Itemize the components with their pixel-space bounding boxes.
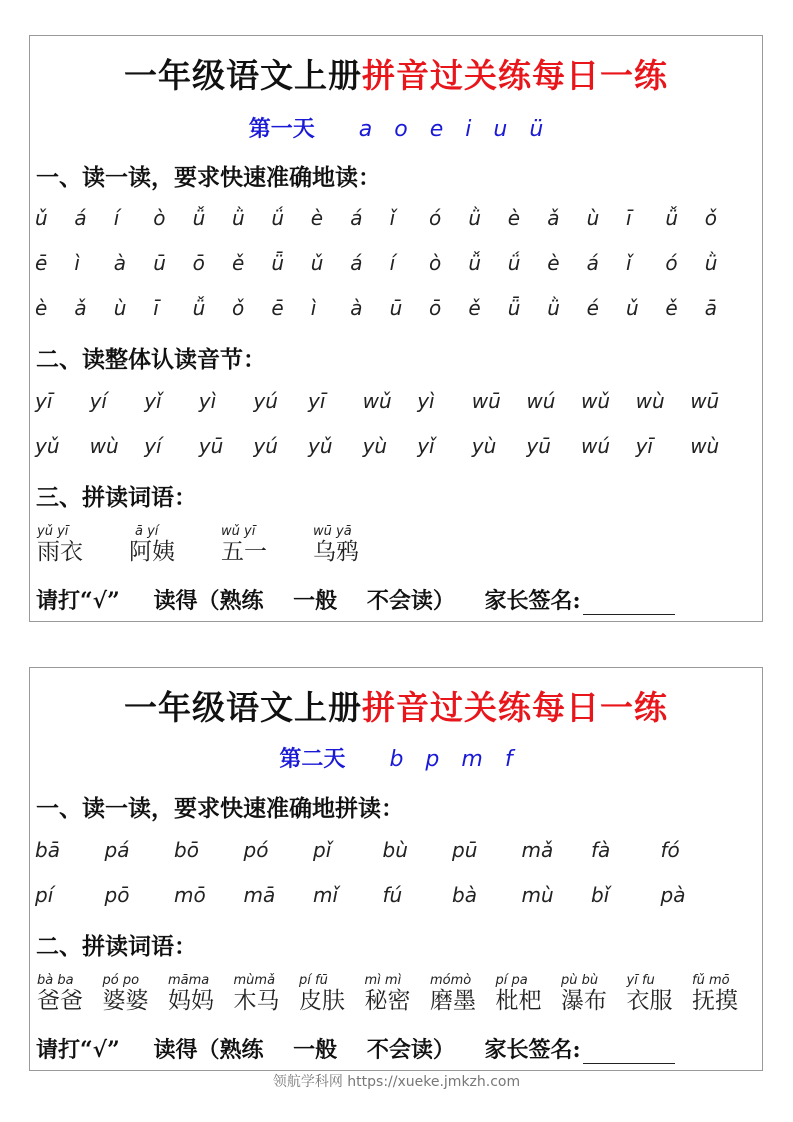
pinyin-syllable: ǜ <box>468 206 482 230</box>
pinyin-syllable: mǎ <box>521 838 554 862</box>
pinyin-syllable: wù <box>690 434 720 458</box>
worksheet-title: 一年级语文上册拼音过关练每日一练 <box>124 688 668 727</box>
word-item <box>692 974 738 1014</box>
pinyin-syllable: yì <box>198 389 217 413</box>
pinyin-syllable: mù <box>521 883 554 907</box>
pinyin-syllable: á <box>586 251 599 275</box>
word-item: wǔ yī 五一 <box>221 524 267 565</box>
rating-option-cannot[interactable]: 不会读 <box>366 1037 433 1063</box>
pinyin-syllable: yù <box>471 434 497 458</box>
syllable-row-2 <box>35 434 762 464</box>
pinyin-syllable: pí <box>35 883 54 907</box>
pinyin-syllable: yǐ <box>417 434 435 458</box>
pinyin-syllable: ē <box>271 296 284 320</box>
word-pinyin: mómò <box>430 973 472 988</box>
pinyin-syllable: bù <box>382 838 408 862</box>
pinyin-syllable: ì <box>74 251 80 275</box>
pinyin-syllable: bō <box>174 838 199 862</box>
pinyin-syllable: yí <box>89 389 107 413</box>
syllable-row-2 <box>35 883 762 913</box>
rating-option-cannot[interactable]: 不会读 <box>366 588 433 614</box>
worksheet-title: 一年级语文上册拼音过关练每日一练 <box>124 56 668 95</box>
pinyin-syllable: ǐ <box>389 206 396 230</box>
rating-option-average[interactable]: 一般 <box>293 588 338 614</box>
rating-close: ） <box>432 1037 455 1063</box>
pinyin-syllable: yǐ <box>144 389 162 413</box>
pinyin-syllable: bà <box>452 883 477 907</box>
pinyin-syllable: ǚ <box>192 206 206 230</box>
pinyin-syllable: mā <box>243 883 276 907</box>
word-item <box>299 974 345 1014</box>
pinyin-syllable: wǔ <box>581 389 611 413</box>
pinyin-syllable: ǖ <box>271 251 285 275</box>
section-syllables-heading: 二、读整体认读音节： <box>36 346 266 373</box>
word-hanzi: 皮肤 <box>299 988 345 1014</box>
pinyin-syllable: ǔ <box>626 296 639 320</box>
day-subtitle <box>30 112 762 143</box>
pinyin-syllable: ǜ <box>704 251 718 275</box>
section-words-heading: 三、拼读词语： <box>36 484 197 511</box>
pinyin-syllable: bā <box>35 838 60 862</box>
pinyin-syllable: ǖ <box>507 296 521 320</box>
word-hanzi: 爸爸 <box>37 988 83 1014</box>
pinyin-syllable: ó <box>429 206 442 230</box>
pinyin-syllable: ǔ <box>35 206 48 230</box>
word-hanzi: 磨墨 <box>430 988 476 1014</box>
pinyin-syllable: wù <box>635 389 665 413</box>
signature-label: 家长签名: <box>484 1037 581 1063</box>
word-hanzi: 瀑布 <box>561 988 607 1014</box>
pinyin-syllable: í <box>113 206 120 230</box>
check-prompt: 请打“√” <box>36 1037 120 1063</box>
pinyin-syllable: í <box>389 251 396 275</box>
pinyin-syllable: bǐ <box>591 883 610 907</box>
pinyin-syllable: ě <box>232 251 245 275</box>
pinyin-syllable: wù <box>89 434 119 458</box>
pinyin-syllable: yī <box>35 389 53 413</box>
word-item <box>627 974 673 1014</box>
pinyin-syllable: pó <box>243 838 269 862</box>
pinyin-syllable: yú <box>253 434 278 458</box>
pinyin-syllable: ě <box>468 296 481 320</box>
word-hanzi: 衣服 <box>626 988 673 1014</box>
word-item <box>103 974 149 1014</box>
day-letters: a o e i u ü <box>358 117 544 142</box>
pinyin-syllable: yū <box>526 434 551 458</box>
pinyin-syllable: fú <box>382 883 403 907</box>
pinyin-syllable: ó <box>665 251 678 275</box>
self-assessment-footer <box>36 1033 675 1064</box>
pinyin-syllable: ǐ <box>626 251 632 275</box>
pinyin-syllable: yī <box>635 434 653 458</box>
pinyin-syllable: pō <box>104 883 130 907</box>
word-item <box>37 974 83 1014</box>
pinyin-syllable: mō <box>174 883 206 907</box>
day-subtitle <box>30 742 762 773</box>
pinyin-syllable: ì <box>310 296 317 320</box>
word-hanzi: 木马 <box>233 988 280 1014</box>
word-pinyin: pí fū <box>299 973 328 988</box>
pinyin-syllable: pǐ <box>313 838 332 862</box>
word-item <box>496 974 542 1014</box>
word-pinyin: yī fu <box>626 973 655 988</box>
pinyin-syllable: ò <box>429 251 442 275</box>
word-item: wū yā 乌鸦 <box>313 524 359 565</box>
pinyin-syllable: ò <box>153 206 166 230</box>
pinyin-syllable: ǚ <box>468 251 482 275</box>
check-prompt: 请打“√” <box>36 588 120 614</box>
word-pinyin: māma <box>168 973 210 988</box>
pinyin-syllable: è <box>547 251 560 275</box>
word-item <box>168 974 214 1014</box>
rating-close: ） <box>432 588 455 614</box>
pinyin-syllable: ō <box>429 296 442 320</box>
pinyin-syllable: ù <box>586 206 600 230</box>
pinyin-syllable: wū <box>690 389 720 413</box>
pinyin-syllable: yī <box>308 389 326 413</box>
day-label: 第二天 <box>279 747 346 772</box>
word-hanzi: 婆婆 <box>102 988 149 1014</box>
worksheet-day-1 <box>29 35 763 622</box>
pinyin-syllable: ǘ <box>271 206 285 230</box>
pinyin-syllable: ǜ <box>232 206 245 230</box>
pinyin-syllable: á <box>350 251 363 275</box>
pinyin-syllable: à <box>113 251 127 275</box>
word-pinyin: bà ba <box>37 973 74 988</box>
pinyin-syllable: fà <box>591 838 611 862</box>
pinyin-syllable: yí <box>144 434 162 458</box>
pinyin-syllable: ě <box>665 296 678 320</box>
word-hanzi: 枇杷 <box>495 988 542 1014</box>
pinyin-syllable: ō <box>192 251 205 275</box>
rating-option-fluent[interactable]: 熟练 <box>219 588 264 614</box>
pinyin-syllable: ǚ <box>665 206 679 230</box>
word-item <box>430 974 476 1014</box>
word-item: ā yí 阿姨 <box>129 524 175 565</box>
pinyin-syllable: wǔ <box>362 389 392 413</box>
pinyin-syllable: ǒ <box>704 206 718 230</box>
pinyin-syllable: è <box>310 206 324 230</box>
pinyin-syllable: yǔ <box>308 434 333 458</box>
word-pinyin: fǔ mō <box>692 973 730 988</box>
pinyin-syllable: wú <box>526 389 556 413</box>
pinyin-syllable: wú <box>581 434 611 458</box>
signature-label: 家长签名: <box>484 588 581 614</box>
pinyin-syllable: ǜ <box>547 296 560 320</box>
word-item <box>561 974 607 1014</box>
pinyin-syllable: ē <box>35 251 48 275</box>
pinyin-syllable: yǔ <box>35 434 60 458</box>
word-pinyin: mùmǎ <box>233 973 276 988</box>
pinyin-syllable: ā <box>704 296 718 320</box>
pinyin-syllable: pà <box>660 883 686 907</box>
day-label: 第一天 <box>248 117 315 142</box>
pinyin-syllable: ī <box>626 206 632 230</box>
pinyin-syllable: yì <box>417 389 435 413</box>
pinyin-syllable: ù <box>113 296 127 320</box>
word-pinyin: mì mì <box>364 973 402 988</box>
word-item: yǔ yī 雨衣 <box>37 524 83 565</box>
tone-row-3 <box>35 296 762 326</box>
pinyin-syllable: ǔ <box>310 251 324 275</box>
word-hanzi: 抚摸 <box>692 988 738 1014</box>
word-hanzi: 秘密 <box>364 988 411 1014</box>
worksheet-day-2 <box>29 667 763 1071</box>
watermark: 领航学科网 https://xueke.jmkzh.com <box>272 1074 521 1090</box>
tone-row-2 <box>35 251 762 281</box>
pinyin-syllable: è <box>35 296 48 320</box>
pinyin-syllable: mǐ <box>313 883 339 907</box>
pinyin-syllable: fó <box>660 838 680 862</box>
rating-option-fluent[interactable]: 熟练 <box>219 1037 264 1063</box>
pinyin-syllable: ū <box>153 251 166 275</box>
word-pinyin: pù bù <box>561 973 599 988</box>
pinyin-syllable: á <box>74 206 87 230</box>
pinyin-syllable: è <box>507 206 521 230</box>
pinyin-syllable: á <box>350 206 363 230</box>
word-item <box>234 974 280 1014</box>
pinyin-syllable: yù <box>362 434 388 458</box>
pinyin-syllable: à <box>350 296 363 320</box>
pinyin-syllable: ǘ <box>507 251 521 275</box>
pinyin-syllable: ǎ <box>74 296 87 320</box>
word-item <box>365 974 411 1014</box>
word-pinyin: pí pa <box>495 973 528 988</box>
rating-option-average[interactable]: 一般 <box>293 1037 338 1063</box>
syllable-row-1 <box>35 389 762 419</box>
pinyin-syllable: yú <box>253 389 278 413</box>
pinyin-syllable: wū <box>471 389 501 413</box>
signature-field[interactable] <box>583 594 675 615</box>
rating-open: 读得（ <box>153 1037 220 1063</box>
self-assessment-footer <box>36 584 675 615</box>
pinyin-syllable: pū <box>452 838 478 862</box>
pinyin-syllable: é <box>586 296 599 320</box>
section-read-heading: 一、读一读，要求快速准确地读： <box>36 164 381 191</box>
pinyin-syllable: pá <box>104 838 130 862</box>
section-read-heading: 一、读一读，要求快速准确地拼读： <box>36 795 404 822</box>
word-hanzi: 妈妈 <box>168 988 214 1014</box>
syllable-row-1 <box>35 838 762 868</box>
section-words-heading: 二、拼读词语： <box>36 933 197 960</box>
pinyin-syllable: ǒ <box>232 296 245 320</box>
pinyin-syllable: ǚ <box>192 296 206 320</box>
pinyin-syllable: ū <box>389 296 403 320</box>
tone-row-1 <box>35 206 762 236</box>
rating-open: 读得（ <box>153 588 220 614</box>
signature-field[interactable] <box>583 1043 675 1064</box>
word-pinyin: pó po <box>102 973 140 988</box>
day-letters: b p m f <box>389 747 513 772</box>
pinyin-syllable: ī <box>153 296 159 320</box>
pinyin-syllable: ǎ <box>547 206 560 230</box>
pinyin-syllable: yū <box>198 434 224 458</box>
